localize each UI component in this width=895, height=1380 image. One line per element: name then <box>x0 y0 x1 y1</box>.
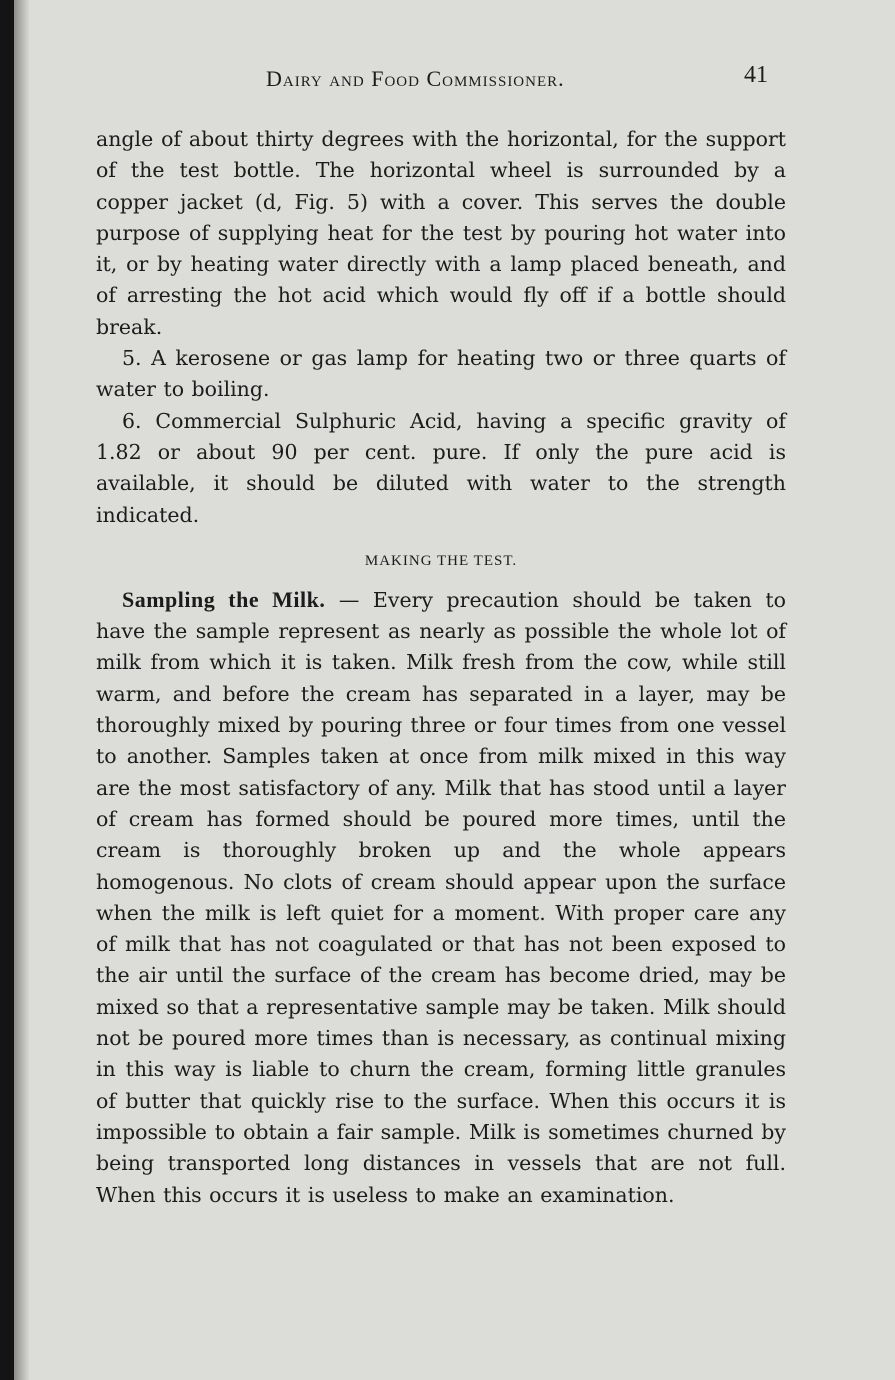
gutter-shading <box>14 0 30 1380</box>
paragraph-item-5: 5. A kerosene or gas lamp for heating two or three quarts of water to boiling. <box>96 346 786 402</box>
running-head <box>96 60 786 94</box>
section-heading: MAKING THE TEST. <box>364 552 518 569</box>
running-title: Dairy and Food Commissioner. <box>266 66 565 91</box>
paragraph-lead-in: Sampling the Milk. <box>122 586 326 612</box>
paragraph-item-6: 6. Commercial Sulphuric Acid, having a specific gravity of 1.82 or about 90 per cent. pure. If only the pure acid is available, it should be diluted with water to the strength indicated. <box>96 408 786 527</box>
paragraph-continuation: angle of about thirty degrees with the horizontal, for the support of the test bottle. The horizontal wheel is surrounded by a copper jacket (d, Fig. 5) with a cover. This serves the double purpose of supplying heat for the test by pouring hot water into it, or by heating water directly with a lamp placed beneath, and of arresting the hot acid which would fly off if a bottle should break. <box>96 127 786 339</box>
paragraph-sampling-the-milk <box>96 584 786 1211</box>
paragraph-body: — Every precaution should be taken to have the sample represent as nearly as possible the whole lot of milk from which it is taken. Milk fresh from the cow, while still warm, and before the cream has separated in a layer, may be thoroughly mixed by pouring three or four times from one vessel to another. Samples taken at once from milk mixed in this way are the most satisfactory of any. Milk that has stood until a layer of cream has formed should be poured more times, until the cream is thoroughly broken up and the whole appears homogenous. No clots of cream should appear upon the surface when the milk is left quiet for a moment. With proper care any of milk that has not coagulated or that has not been exposed to the air until the surface of the cream has become dried, may be mixed so that a representative sample may be taken. Milk should not be poured more times than is necessary, as continual mixing in this way is liable to churn the cream, forming little granules of butter that quickly rise to the surface. When this occurs it is impossible to obtain a fair sample. Milk is sometimes churned by being transported long distances in vessels that are not full. When this occurs it is useless to make an examination. <box>96 587 786 1207</box>
page-number: 41 <box>744 62 768 88</box>
book-page <box>96 60 786 1211</box>
book-spine-shadow <box>0 0 14 1380</box>
